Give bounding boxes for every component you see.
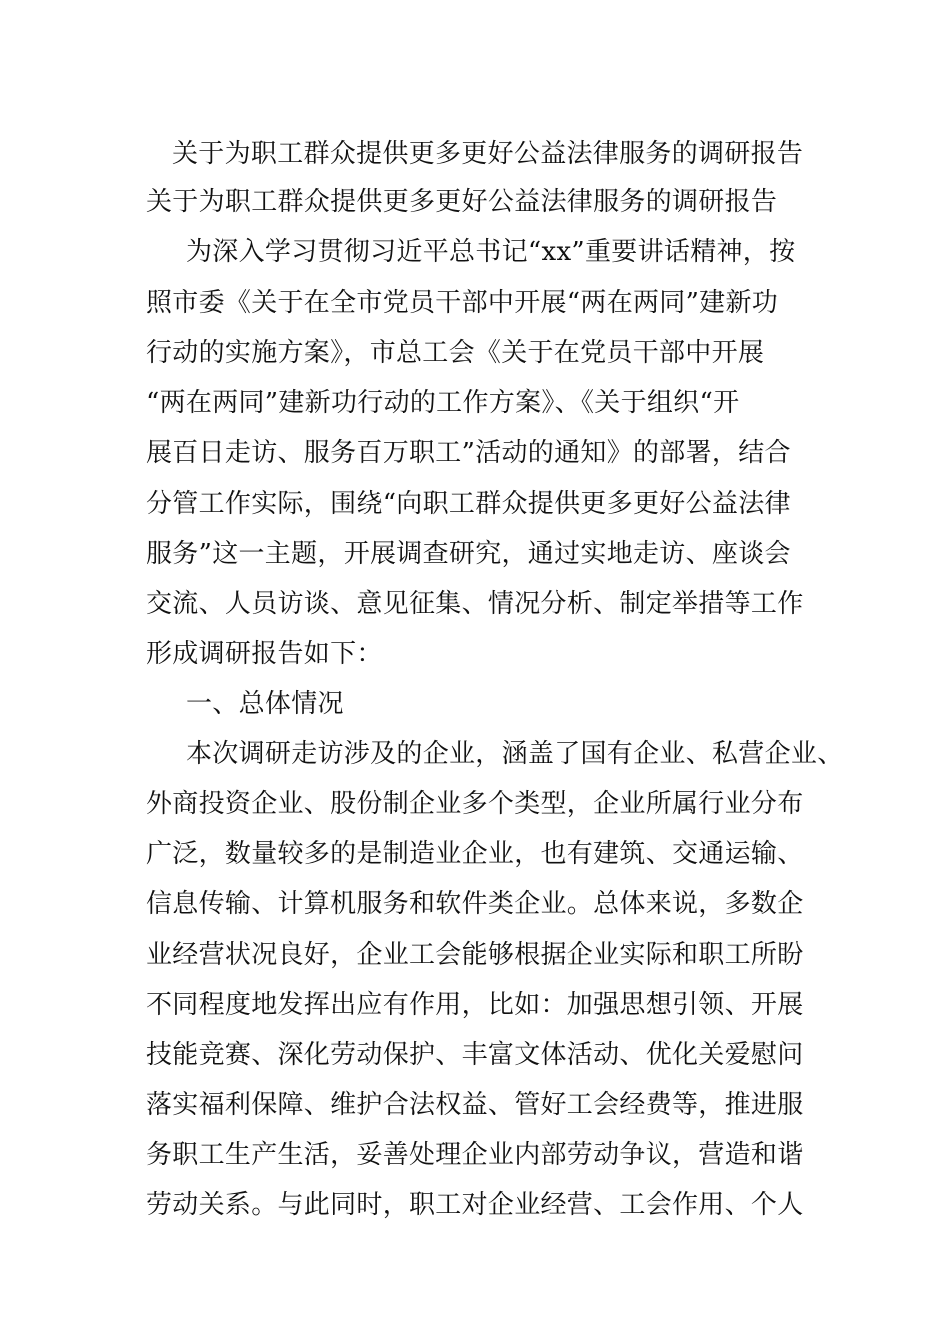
paragraph-line: 本次调研走访涉及的企业，涵盖了国有企业、私营企业、 <box>186 739 844 769</box>
paragraph-line: 展百日走访、服务百万职工”活动的通知》的部署，结合 <box>146 438 791 468</box>
document-title-repeat: 关于为职工群众提供更多更好公益法律服务的调研报告 <box>146 187 778 217</box>
paragraph-line: 信息传输、计算机服务和软件类企业。总体来说，多数企 <box>146 889 804 919</box>
paragraph-line: 分管工作实际，围绕“向职工群众提供更多更好公益法律 <box>146 489 791 519</box>
paragraph-line: 务职工生产生活，妥善处理企业内部劳动争议，营造和谐 <box>146 1140 804 1170</box>
document-title: 关于为职工群众提供更多更好公益法律服务的调研报告 <box>172 139 804 169</box>
paragraph-line: 行动的实施方案》，市总工会《关于在党员干部中开展 <box>146 338 765 368</box>
paragraph-line: 劳动关系。与此同时，职工对企业经营、工会作用、个人 <box>146 1190 804 1220</box>
paragraph-line: 广泛，数量较多的是制造业企业，也有建筑、交通运输、 <box>146 839 804 869</box>
paragraph-line: 为深入学习贯彻习近平总书记“xx”重要讲话精神，按 <box>186 237 796 267</box>
paragraph-line: 不同程度地发挥出应有作用，比如：加强思想引领、开展 <box>146 990 804 1020</box>
paragraph-line: 技能竞赛、深化劳动保护、丰富文体活动、优化关爱慰问 <box>146 1040 804 1070</box>
paragraph-line: 照市委《关于在全市党员干部中开展“两在两同”建新功 <box>146 288 779 318</box>
section-heading: 一、总体情况 <box>186 689 344 719</box>
paragraph-line: 落实福利保障、维护合法权益、管好工会经费等，推进服 <box>146 1090 804 1120</box>
paragraph-line: “两在两同”建新功行动的工作方案》、《关于组织“开 <box>146 388 740 418</box>
paragraph-line: 形成调研报告如下： <box>146 639 383 669</box>
paragraph-line: 服务”这一主题，开展调查研究，通过实地走访、座谈会 <box>146 539 791 569</box>
paragraph-line: 外商投资企业、股份制企业多个类型，企业所属行业分布 <box>146 789 804 819</box>
paragraph-line: 业经营状况良好，企业工会能够根据企业实际和职工所盼 <box>146 940 804 970</box>
paragraph-line: 交流、人员访谈、意见征集、情况分析、制定举措等工作 <box>146 589 804 619</box>
